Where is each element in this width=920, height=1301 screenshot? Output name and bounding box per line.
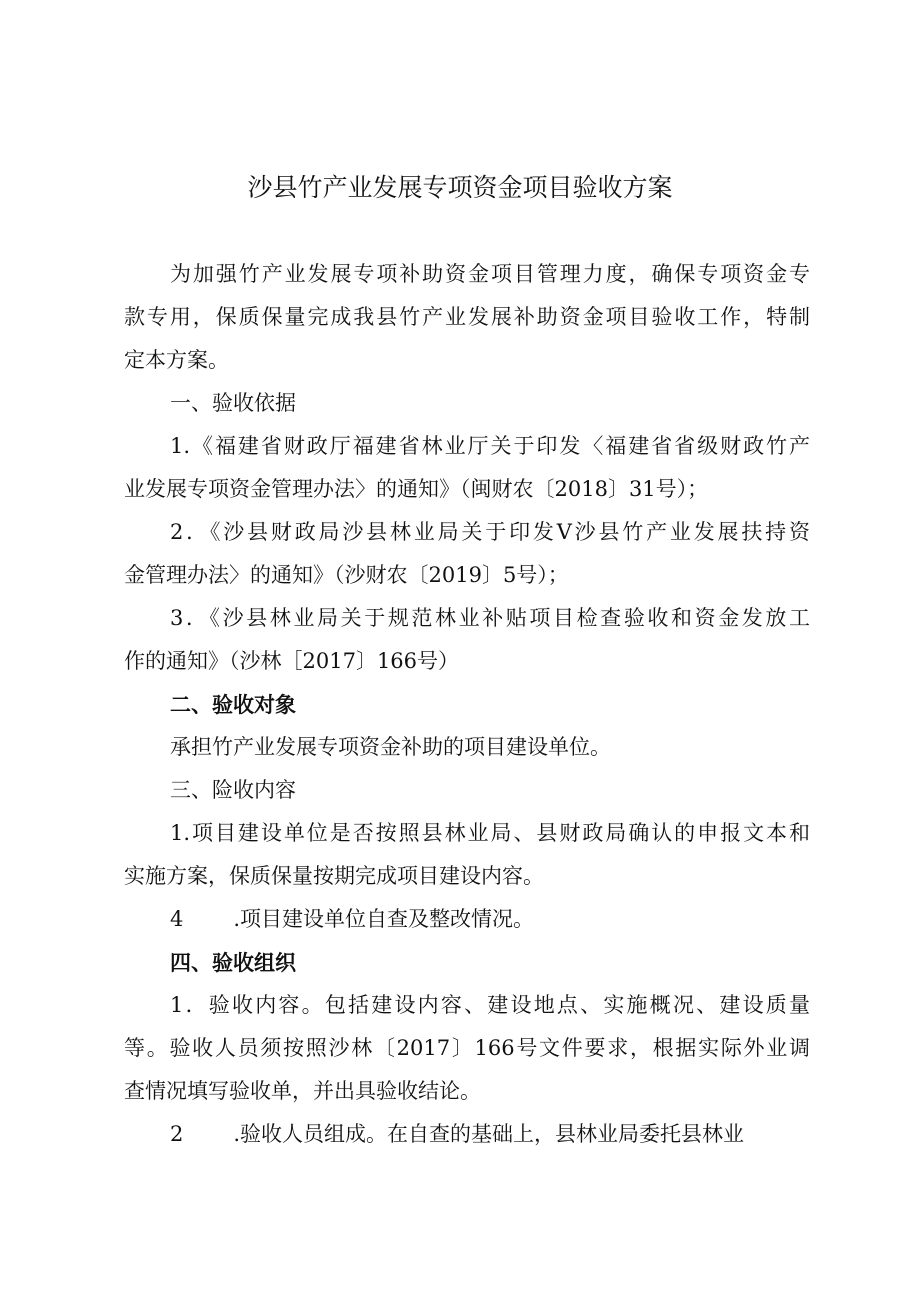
content-item-2 bbox=[124, 898, 810, 941]
target-text: 承担竹产业发展专项资金补助的项目建设单位。 bbox=[170, 735, 611, 759]
organization-item-2-text: .验收人员组成。在自查的基础上，县林业局委托县林业 bbox=[233, 1122, 745, 1146]
paragraph-intro-line-2: 款专用，保质保量完成我县竹产业发展补助资金项目验收工作，特制 bbox=[124, 305, 810, 329]
basis-item-1-line-2: 业发展专项资金管理办法〉的通知》（闽财农〔2018〕31号）； bbox=[124, 477, 709, 501]
content-item-2-text: .项目建设单位自查及整改情况。 bbox=[233, 907, 535, 931]
paragraph-intro-line-1: 为加强竹产业发展专项补助资金项目管理力度，确保专项资金专 bbox=[170, 262, 810, 286]
organization-item-2 bbox=[124, 1113, 810, 1156]
organization-item-2-number: 2 bbox=[170, 1122, 184, 1146]
basis-item-1-line-1: 1.《福建省财政厅福建省林业厅关于印发〈福建省省级财政竹产 bbox=[170, 434, 810, 458]
content-item-1-line-1: 1.项目建设单位是否按照县林业局、县财政局确认的申报文本和 bbox=[170, 821, 810, 845]
basis-item-2-line-2: 金管理办法〉的通知》（沙财农〔2019〕5号）； bbox=[124, 563, 569, 587]
basis-item-3-line-1: 3．《沙县林业局关于规范林业补贴项目检查验收和资金发放工 bbox=[170, 606, 810, 630]
organization-item-1-line-2: 等。验收人员须按照沙林〔2017〕166号文件要求，根据实际外业调 bbox=[124, 1036, 810, 1060]
section-heading-content: 三、险收内容 bbox=[170, 778, 296, 802]
organization-item-1-line-3: 查情况填写验收单，并出具验收结论。 bbox=[124, 1079, 481, 1103]
organization-item-1-line-1: 1．验收内容。包括建设内容、建设地点、实施概况、建设质量 bbox=[170, 993, 810, 1017]
basis-item-2-line-1: 2．《沙县财政局沙县林业局关于印发V沙县竹产业发展扶持资 bbox=[170, 520, 810, 544]
content-item-1-line-2: 实施方案，保质保量按期完成项目建设内容。 bbox=[124, 864, 544, 888]
section-heading-basis: 一、验收依据 bbox=[170, 391, 296, 415]
paragraph-intro-line-3: 定本方案。 bbox=[124, 348, 229, 372]
document-body bbox=[124, 253, 810, 1156]
basis-item-3-line-2: 作的通知》（沙林［2017〕166号） bbox=[124, 649, 460, 673]
content-item-2-number: 4 bbox=[170, 907, 184, 931]
document-title: 沙县竹产业发展专项资金项目验收方案 bbox=[247, 173, 673, 202]
section-heading-organization: 四、验收组织 bbox=[170, 950, 296, 975]
section-heading-target: 二、验收对象 bbox=[170, 692, 296, 717]
